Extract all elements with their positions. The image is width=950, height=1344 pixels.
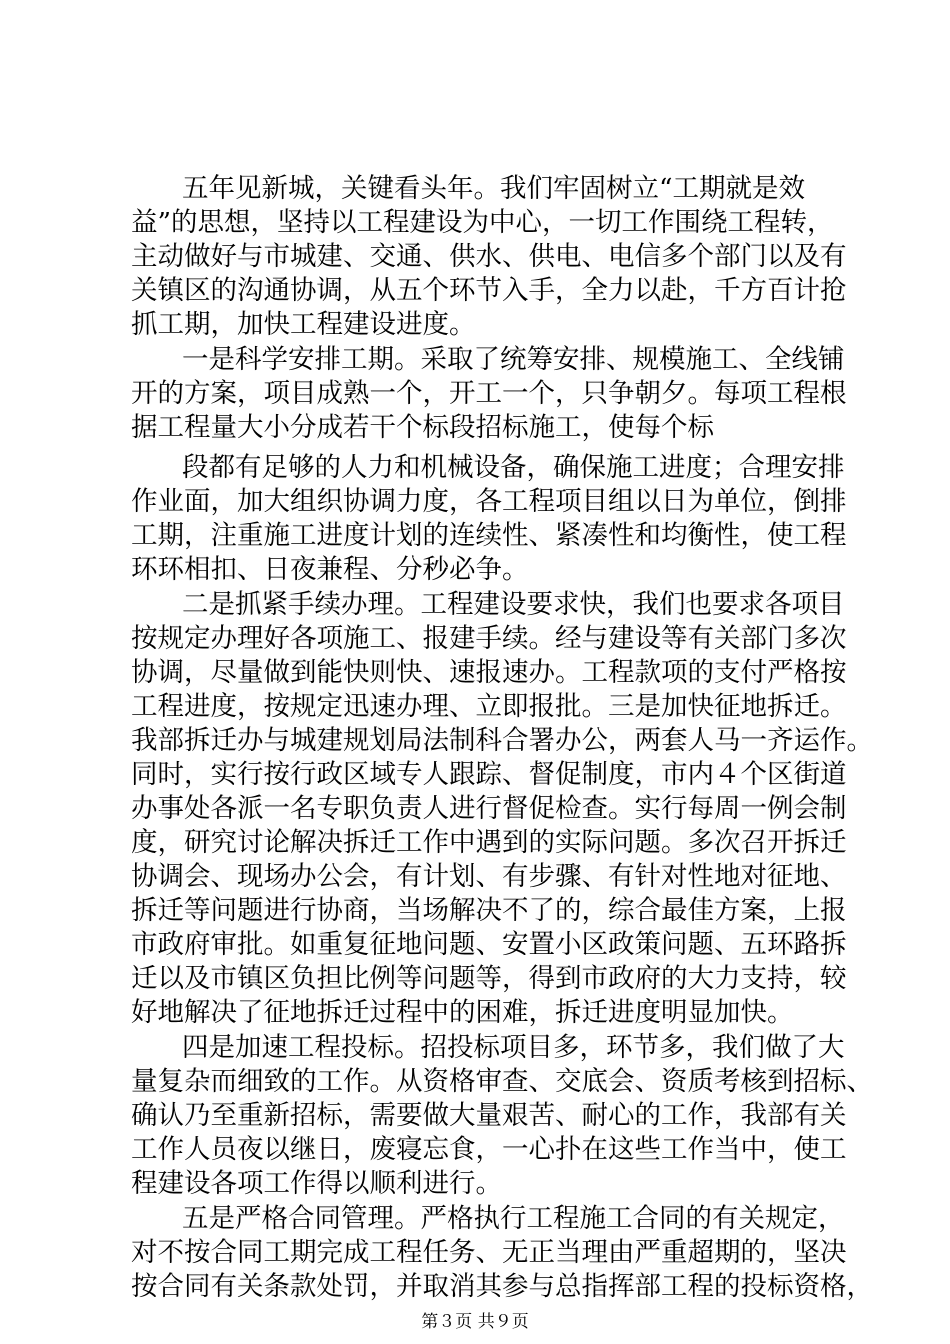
text-line: 工期，注重施工进度计划的连续性、紧凑性和均衡性，使工程	[131, 520, 847, 551]
text-line: 工作人员夜以继日，废寝忘食，一心扑在这些工作当中，使工	[131, 1134, 847, 1165]
text-line: 据工程量大小分成若干个标段招标施工，使每个标	[131, 412, 714, 443]
text-line: 确认乃至重新招标，需要做大量艰苦、耐心的工作，我部有关	[131, 1100, 847, 1131]
text-line: 一是科学安排工期。采取了统筹安排、规模施工、全线铺	[182, 344, 845, 375]
text-line: 按合同有关条款处罚，并取消其参与总指挥部工程的投标资格，	[131, 1271, 873, 1302]
text-line: 二是抓紧手续办理。工程建设要求快，我们也要求各项目	[182, 589, 845, 620]
text-line: 度，研究讨论解决拆迁工作中遇到的实际问题。多次召开拆迁	[131, 827, 847, 858]
text-line: 量复杂而细致的工作。从资格审查、交底会、资质考核到招标、	[131, 1066, 873, 1097]
text-line: 同时，实行按行政区域专人跟踪、督促制度，市内４个区街道	[131, 759, 847, 790]
text-line: 段都有足够的人力和机械设备，确保施工进度；合理安排	[182, 452, 845, 483]
text-line: 益”的思想，坚持以工程建设为中心，一切工作围绕工程转，	[131, 207, 834, 238]
text-line: 对不按合同工期完成工程任务、无正当理由严重超期的，坚决	[131, 1237, 847, 1268]
text-line: 按规定办理好各项施工、报建手续。经与建设等有关部门多次	[131, 623, 847, 654]
text-line: 程建设各项工作得以顺利进行。	[131, 1168, 502, 1199]
text-line: 工程进度，按规定迅速办理、立即报批。三是加快征地拆迁。	[131, 691, 847, 722]
text-line: 我部拆迁办与城建规划局法制科合署办公，两套人马一齐运作。	[131, 725, 873, 756]
text-line: 协调，尽量做到能快则快、速报速办。工程款项的支付严格按	[131, 657, 847, 688]
text-line: 迁以及市镇区负担比例等问题等，得到市政府的大力支持，较	[131, 963, 847, 994]
text-line: 五是严格合同管理。严格执行工程施工合同的有关规定，	[182, 1203, 845, 1234]
text-line: 关镇区的沟通协调，从五个环节入手，全力以赴，千方百计抢	[131, 275, 847, 306]
text-line: 五年见新城，关键看头年。我们牢固树立“工期就是效	[182, 173, 806, 204]
text-line: 四是加速工程投标。招投标项目多，环节多，我们做了大	[182, 1032, 845, 1063]
text-line: 主动做好与市城建、交通、供水、供电、电信多个部门以及有	[131, 241, 847, 272]
text-line: 办事处各派一名专职负责人进行督促检查。实行每周一例会制	[131, 793, 847, 824]
page-footer: 第３页 共９页	[421, 1312, 529, 1332]
text-line: 作业面，加大组织协调力度，各工程项目组以日为单位，倒排	[131, 486, 847, 517]
text-line: 环环相扣、日夜兼程、分秒必争。	[131, 554, 529, 585]
text-line: 开的方案，项目成熟一个，开工一个，只争朝夕。每项工程根	[131, 378, 847, 409]
text-line: 抓工期，加快工程建设进度。	[131, 309, 476, 340]
text-line: 好地解决了征地拆迁过程中的困难，拆迁进度明显加快。	[131, 997, 794, 1028]
text-line: 市政府审批。如重复征地问题、安置小区政策问题、五环路拆	[131, 929, 847, 960]
text-line: 协调会、现场办公会，有计划、有步骤、有针对性地对征地、	[131, 861, 847, 892]
text-line: 拆迁等问题进行协商，当场解决不了的，综合最佳方案，上报	[131, 895, 847, 926]
